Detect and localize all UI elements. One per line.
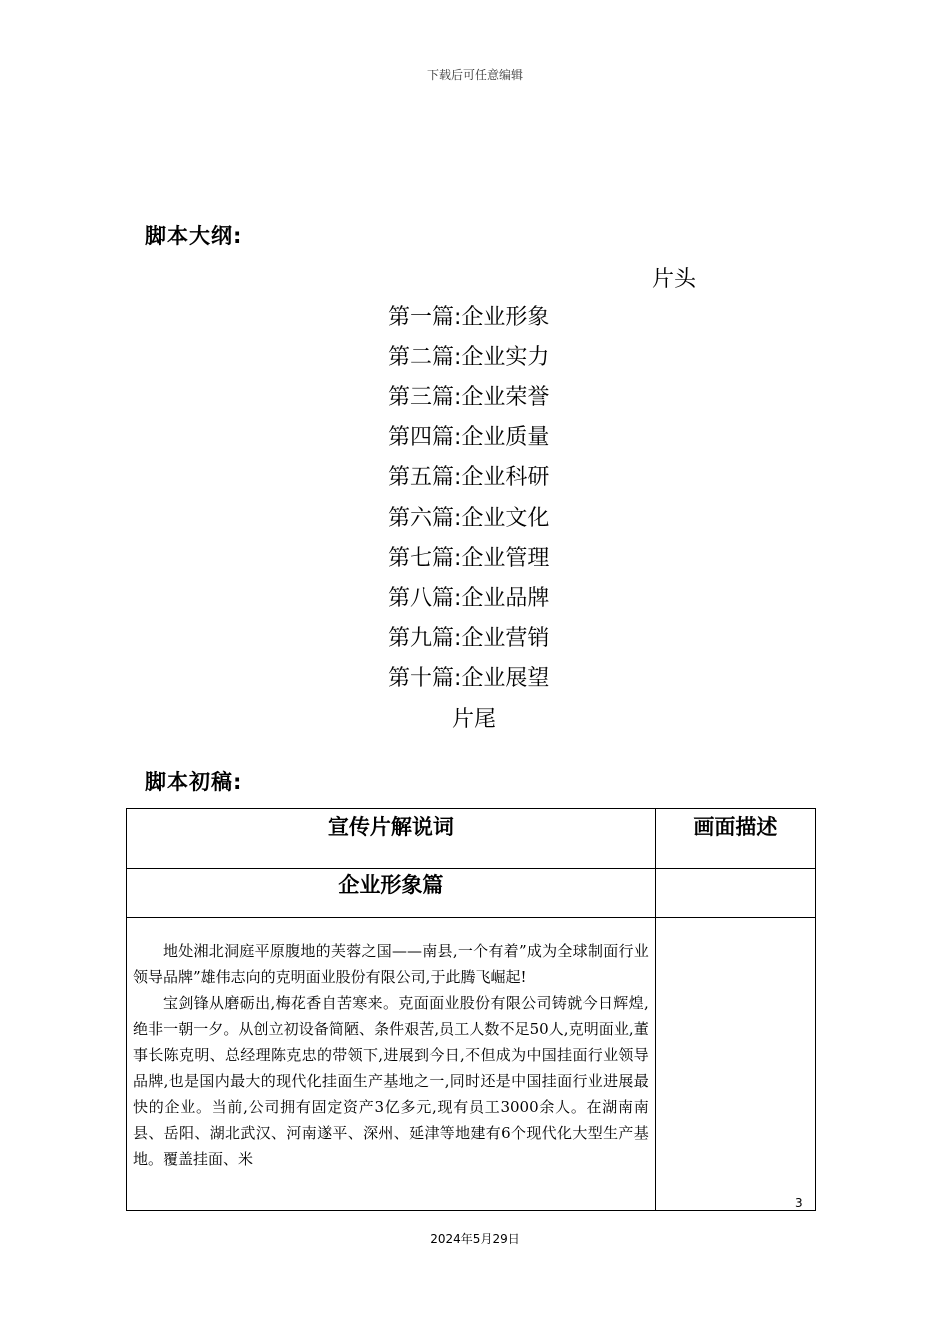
empty-scene-cell <box>655 869 815 918</box>
outline-chapter: 第九篇:企业营销 <box>388 626 550 651</box>
page-number: 3 <box>795 1196 803 1210</box>
narration-column-header <box>127 809 656 869</box>
draft-heading: 脚本初稿: <box>145 770 243 794</box>
narration-column-label: 宣传片解说词 <box>327 815 454 839</box>
header-note: 下载后可任意编辑 <box>426 68 523 82</box>
table-row <box>127 918 816 1211</box>
script-table <box>126 808 816 1211</box>
outline-chapter: 第八篇:企业品牌 <box>388 586 550 611</box>
outline-heading: 脚本大纲: <box>145 224 243 248</box>
outline-opening: 片头 <box>652 267 697 292</box>
section-title: 企业形象篇 <box>338 873 444 897</box>
scene-column-label: 画面描述 <box>693 815 778 839</box>
outline-chapter: 第一篇:企业形象 <box>388 305 550 330</box>
outline-chapter: 第四篇:企业质量 <box>388 425 550 450</box>
outline-chapter: 第十篇:企业展望 <box>388 666 550 691</box>
outline-chapter: 第二篇:企业实力 <box>388 345 550 370</box>
narration-text-cell <box>127 918 656 1211</box>
scene-description-cell <box>655 918 815 1211</box>
outline-chapter: 第六篇:企业文化 <box>388 506 550 531</box>
outline-chapter: 第五篇:企业科研 <box>388 465 550 490</box>
narration-paragraph: 地处湘北洞庭平原腹地的芙蓉之国——南县,一个有着”成为全球制面行业领导品牌”雄伟志向的克明面业股份有限公司,于此腾飞崛起! <box>133 942 649 986</box>
outline-chapter: 第三篇:企业荣誉 <box>388 385 550 410</box>
outline-closing: 片尾 <box>452 707 497 732</box>
scene-column-header <box>655 809 815 869</box>
table-header-row <box>127 809 816 869</box>
narration-paragraph: 宝剑锋从磨砺出,梅花香自苦寒来。克面面业股份有限公司铸就今日辉煌,绝非一朝一夕。从创立初设备简陋、条件艰苦,员工人数不足50人,克明面业,董事长陈克明、总经理陈克忠的带领下,进展到今日,不但成为中国挂面行业领导品牌,也是国内最大的现代化挂面生产基地之一,同时还是中国挂面行业进展最快的企业。当前,公司拥有固定资产3亿多元,现有员工3000余人。在湖南南县、岳阳、湖北武汉、河南遂平、深州、延津等地建有6个现代化大型生产基地。覆盖挂面、米 <box>133 994 649 1168</box>
table-row <box>127 869 816 918</box>
footer-date: 2024年5月29日 <box>430 1232 520 1246</box>
section-title-cell <box>127 869 656 918</box>
outline-chapter: 第七篇:企业管理 <box>388 546 550 571</box>
